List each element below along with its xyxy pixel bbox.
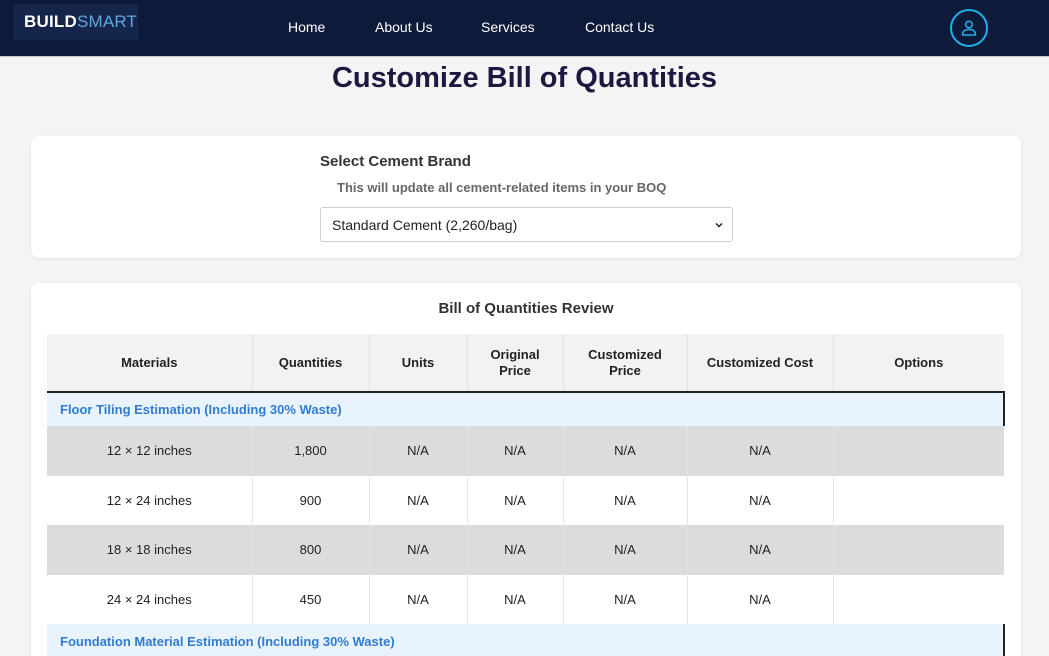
- section-title-floor-tiling: Floor Tiling Estimation (Including 30% Waste): [47, 392, 1004, 426]
- page-title: Customize Bill of Quantities: [331, 62, 718, 94]
- user-avatar-button[interactable]: [950, 9, 988, 47]
- cell-options: [833, 575, 1004, 625]
- cell-customized-price: N/A: [563, 476, 687, 526]
- boq-review-card: [31, 283, 1021, 656]
- cell-quantity: 800: [252, 525, 369, 575]
- cell-original-price: N/A: [467, 426, 563, 476]
- cell-unit: N/A: [369, 525, 467, 575]
- cell-customized-cost: N/A: [687, 426, 833, 476]
- logo[interactable]: [14, 4, 138, 40]
- cell-original-price: N/A: [467, 575, 563, 625]
- cell-options: [833, 525, 1004, 575]
- nav-link-about-us[interactable]: About Us: [375, 19, 433, 35]
- cell-material: 12 × 12 inches: [47, 426, 252, 476]
- cement-brand-select[interactable]: [320, 207, 733, 242]
- cell-options: [833, 426, 1004, 476]
- nav-link-home[interactable]: Home: [288, 19, 326, 35]
- cell-material: 24 × 24 inches: [47, 575, 252, 625]
- cell-customized-price: N/A: [563, 426, 687, 476]
- cell-material: 18 × 18 inches: [47, 525, 252, 575]
- boq-table: [47, 334, 1005, 656]
- cell-customized-price: N/A: [563, 575, 687, 625]
- cell-customized-price: N/A: [563, 525, 687, 575]
- cell-original-price: N/A: [467, 476, 563, 526]
- cement-brand-selected-value: Standard Cement (2,260/bag): [332, 216, 518, 233]
- cell-quantity: 900: [252, 476, 369, 526]
- boq-title: Bill of Quantities Review: [438, 300, 614, 317]
- cell-quantity: 450: [252, 575, 369, 625]
- column-header-units: Units: [369, 334, 467, 392]
- table-header-row: [47, 334, 1004, 392]
- table-row: [47, 575, 1004, 625]
- nav-link-contact-us[interactable]: Contact Us: [585, 19, 655, 35]
- column-header-customized-cost: Customized Cost: [687, 334, 833, 392]
- table-row: [47, 525, 1004, 575]
- column-header-original-price-text: Original Price: [490, 346, 540, 378]
- cell-quantity: 1,800: [252, 426, 369, 476]
- cement-brand-label: Select Cement Brand: [320, 153, 471, 170]
- user-icon: [960, 19, 978, 37]
- section-row: [47, 392, 1004, 426]
- section-row: [47, 624, 1004, 656]
- navbar: [0, 0, 1049, 57]
- cell-customized-cost: N/A: [687, 525, 833, 575]
- cell-original-price: N/A: [467, 525, 563, 575]
- table-row: [47, 476, 1004, 526]
- cell-unit: N/A: [369, 426, 467, 476]
- column-header-materials: Materials: [47, 334, 252, 392]
- table-row: [47, 426, 1004, 476]
- cell-customized-cost: N/A: [687, 476, 833, 526]
- cell-options: [833, 476, 1004, 526]
- cell-unit: N/A: [369, 476, 467, 526]
- cement-brand-card: [31, 136, 1021, 258]
- column-header-customized-price: [563, 334, 687, 392]
- column-header-quantities: Quantities: [252, 334, 369, 392]
- column-header-customized-price-text: Customized Price: [588, 346, 662, 378]
- cement-brand-hint: This will update all cement-related items in your BOQ: [337, 180, 667, 195]
- logo-build-text: BUILD: [24, 12, 77, 31]
- column-header-original-price: [467, 334, 563, 392]
- column-header-options: Options: [833, 334, 1004, 392]
- cell-customized-cost: N/A: [687, 575, 833, 625]
- cell-unit: N/A: [369, 575, 467, 625]
- chevron-down-icon: [714, 220, 724, 230]
- section-title-foundation-material: Foundation Material Estimation (Including 30% Waste): [47, 624, 1004, 656]
- cell-material: 12 × 24 inches: [47, 476, 252, 526]
- nav-link-services[interactable]: Services: [481, 19, 535, 35]
- logo-smart-text: SMART: [76, 12, 138, 31]
